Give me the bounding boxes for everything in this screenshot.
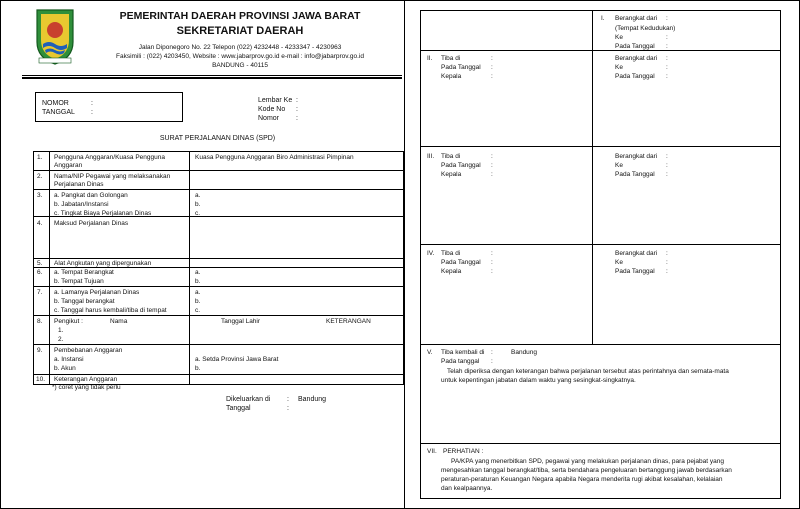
tiba-kembali-value: Bandung bbox=[511, 349, 538, 356]
tanggal-label: TANGGAL bbox=[42, 109, 75, 116]
nomor-field-label: Nomor bbox=[258, 115, 280, 122]
secretariat-name: SEKRETARIAT DAERAH bbox=[176, 25, 304, 37]
dikeluarkan-label: Dikeluarkan di bbox=[226, 396, 271, 403]
header-rule-thick bbox=[22, 77, 402, 79]
page-fold-divider bbox=[404, 0, 405, 509]
row-label: Maksud Perjalanan Dinas bbox=[54, 220, 129, 227]
perhatian-text: PA/KPA yang menerbitkan SPD, pegawai yang melakukan perjalanan dinas, para pejabat yang bbox=[451, 458, 724, 465]
col-divider bbox=[189, 152, 190, 384]
panel-divider bbox=[592, 11, 593, 344]
endorsement-panel: I. Berangkat dari : (Tempat Kedudukan) Ke : Pada Tanggal : II. Tiba di : Pada Tanggal : Kepala : Berangkat dari : Ke : Pada Tanggal : III. Tiba di : Pada Tanggal : Kepala : Berangkat dari : Ke : Pada Tanggal : IV. Tiba di : Pada Tanggal : Kepala : Berangkat dari : Ke : Pada Tanggal : V. Tiba kembali di : Bandung Pada tanggal : Telah diperiksa dengan keterangan bahwa perjalanan tersebut atas perintahnya dan semata-mata untuk kepentingan jabatan dalam waktu yang sesingkat-singkatnya. VII. PERHATIAN : PA/KPA yang menerbitkan SPD, pegawai yang melakukan perjalanan dinas, para pejabat yang mengesahkan tanggal berangkat/tiba, serta bendahara pengeluaran bertanggung jawab berdasarkan peraturan-peraturan Keuangan Negara apabila Negara menderita rugi akibat kesalahan, kelalaian dan kealpaannya. bbox=[420, 10, 781, 499]
contact-line: Faksimili : (022) 4203450, Website : www.jabarprov.go.id e-mail : info@jabarprov.go.id bbox=[116, 53, 364, 60]
kode-no-label: Kode No bbox=[258, 106, 286, 113]
perhatian-text: mengesahkan tanggal berangkat/tiba, serta bendahara pengeluaran bertanggung jawab berdasarkan bbox=[441, 467, 732, 474]
nomor-box: NOMOR : TANGGAL : bbox=[35, 92, 183, 122]
dikeluarkan-value: Bandung bbox=[298, 396, 327, 403]
address-line: Jalan Diponegoro No. 22 Telepon (022) 4232448 - 4233347 - 4230963 bbox=[138, 44, 342, 51]
spd-table: 1. Pengguna Anggaran/Kuasa Pengguna Anggaran Kuasa Pengguna Anggaran Biro Administrasi Pimpinan 2. Nama/NIP Pegawai yang melaksanakan Perjalanan Dinas 3. a. Pangkat dan Golongan b. Jabatan/Instansi c. Tingkat Biaya Perjalanan Dinas a. b. c. 4. Maksud Perjalanan Dinas 5. Alat Angkutan yang dipergunakan 6. a. Tempat Berangkat b. Tempat Tujuan a. b. 7. a. Lamanya Perjalanan Dinas b. Tanggal berangkat c. Tanggal harus kembali/tiba di tempat a. b. c. 8. Pengikut : Nama Tanggal Lahir KETERANGAN 1. 2. 9. Pembebanan Anggaran a. Instansi b. Akun a. Setda Provinsi Jawa Barat b. 10. Keterangan Anggaran bbox=[33, 151, 404, 385]
lembar-ke-label: Lembar Ke bbox=[258, 97, 293, 104]
spd-document: PEMERINTAH DAERAH PROVINSI JAWA BARAT SEKRETARIAT DAERAH Jalan Diponegoro No. 22 Telepon (022) 4232448 - 4233347 - 4230963 Faksimili : (022) 4203450, Website : www.jabarprov.go.id e-mail : info@jabarprov.go.id BANDUNG - 40115 NOMOR : TANGGAL : Lembar Ke : Kode No : Nomor : SURAT PERJALANAN DINAS (SPD) 1. Pengguna Anggaran/Kuasa Pengguna Anggaran Kuasa Pengguna Anggaran Biro Administrasi Pimpinan 2. Nama/NIP Pegawai yang melaksanakan Perjalanan Dinas 3. a. Pangkat dan Golongan b. Jabatan/Instansi c. Tingkat Biaya Perjalanan Dinas a. b. c. 4. Maksud Perjalanan Dinas 5. Alat Angkutan yang dipergunakan 6. a. Tempat Berangkat b. Tempat Tujuan a. b. 7. a. Lamanya Perjalanan Dinas b. Tanggal berangkat c. Tanggal harus kembali/tiba di tempat a. b. c. 8. Pengikut : Nama Tanggal Lahir KETERANGAN 1. 2. 9. Pembebanan Anggaran a. Instansi b. Akun a. Setda Provinsi Jawa Barat b. 10. Keterangan Anggaran *) coret yang tidak perlu Dikeluarkan di : Bandung Tanggal : I. Berangkat dari : (Tempat Kedudukan) Ke : Pada Tanggal : II. Tiba di : Pada Tanggal : Kepala : Berangkat dari : Ke : Pada Tanggal : III. Tiba di : Pada Tanggal : Kepala : Berangkat dari : Ke : Pada Tanggal : IV. Tiba di : Pada Tanggal : Kepala : Berangkat dari : Ke : Pada Tanggal : V. Tiba kembali di : Bandung Pada tanggal : Telah diperiksa dengan keterangan bahwa perjalanan tersebut atas perintahnya dan semata-mata untuk kepentingan jabatan dalam waktu yang sesingkat-singkatnya. VII. PERHATIAN : PA/KPA yang menerbitkan SPD, pegawai yang melakukan perjalanan dinas, para pejabat yang mengesahkan tanggal berangkat/tiba, serta bendahara pengeluaran bertanggung jawab berdasarkan peraturan-peraturan Keuangan Negara apabila Negara menderita rugi akibat kesalahan, kelalaian dan kealpaannya. bbox=[0, 0, 800, 509]
document-title: SURAT PERJALANAN DINAS (SPD) bbox=[159, 135, 276, 142]
nomor-label: NOMOR bbox=[42, 100, 69, 107]
verification-text: untuk kepentingan jabatan dalam waktu yang sesingkat-singkatnya. bbox=[441, 377, 636, 384]
row-label: Nama/NIP Pegawai yang melaksanakan Perjalanan Dinas bbox=[54, 173, 171, 188]
perhatian-text: peraturan-peraturan Keuangan Negara apabila Negara menderita rugi akibat kesalahan, kelalaian bbox=[441, 476, 723, 483]
perhatian-title: PERHATIAN : bbox=[443, 448, 484, 455]
perhatian-text: dan kealpaannya. bbox=[441, 485, 493, 492]
verification-text: Telah diperiksa dengan keterangan bahwa perjalanan tersebut atas perintahnya dan semata-mata bbox=[447, 368, 729, 375]
city-postal-line: BANDUNG - 40115 bbox=[212, 62, 268, 69]
header-rule bbox=[22, 75, 402, 76]
tanggal-label: Tanggal bbox=[226, 405, 251, 412]
col-divider bbox=[49, 152, 50, 384]
west-java-emblem-icon bbox=[33, 8, 77, 66]
row-label: Alat Angkutan yang dipergunakan bbox=[54, 260, 152, 267]
government-name: PEMERINTAH DAERAH PROVINSI JAWA BARAT bbox=[119, 10, 361, 22]
footnote: *) coret yang tidak perlu bbox=[52, 384, 121, 391]
row-label: Pengguna Anggaran/Kuasa Pengguna Anggaran bbox=[54, 154, 165, 169]
row-value: Kuasa Pengguna Anggaran Biro Administrasi Pimpinan bbox=[195, 154, 354, 161]
